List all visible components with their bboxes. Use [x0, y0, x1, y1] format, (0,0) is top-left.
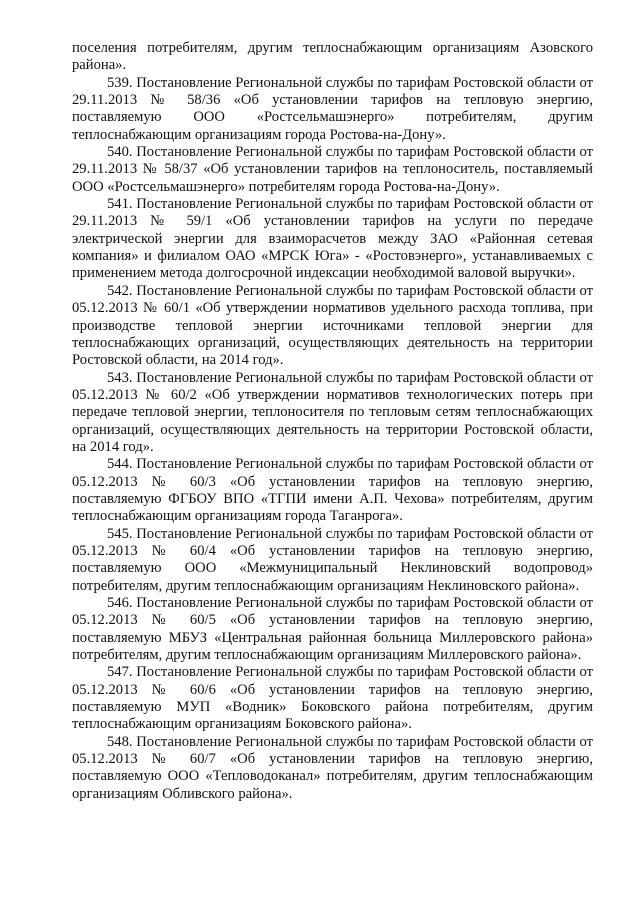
paragraph-item-544: 544. Постановление Региональной службы по тарифам Ростовской области от 05.12.2013 № 60/3 «Об установлении тарифов на тепловую энергию, поставляемую ФГБОУ ВПО «ТГПИ имени А.П. Чехова» потребителям, другим теплоснабжающим организациям города Таганрога». [72, 456, 593, 525]
document-page [72, 40, 593, 803]
paragraph-item-543: 543. Постановление Региональной службы по тарифам Ростовской области от 05.12.2013 № 60/2 «Об утверждении нормативов технологических потерь при передаче тепловой энергии, теплоносителя по тепловым сетям теплоснабжающих организаций, осуществляющих деятельность на территории Ростовской области, на 2014 год». [72, 369, 593, 455]
paragraph-item-546: 546. Постановление Региональной службы по тарифам Ростовской области от 05.12.2013 № 60/5 «Об установлении тарифов на тепловую энергию, поставляемую МБУЗ «Центральная районная больница Миллеровского района» потребителям, другим теплоснабжающим организациям Миллеровского района». [72, 595, 593, 664]
paragraph-item-542: 542. Постановление Региональной службы по тарифам Ростовской области от 05.12.2013 № 60/1 «Об утверждении нормативов удельного расхода топлива, при производстве тепловой энергии источниками тепловой энергии для теплоснабжающих организаций, осуществляющих деятельность на территории Ростовской области, на 2014 год». [72, 282, 593, 369]
paragraph-item-547: 547. Постановление Региональной службы по тарифам Ростовской области от 05.12.2013 № 60/6 «Об установлении тарифов на тепловую энергию, поставляемую МУП «Водник» Боковского района потребителям, другим теплоснабжающим организациям Боковского района». [72, 664, 593, 733]
paragraph-item-548: 548. Постановление Региональной службы по тарифам Ростовской области от 05.12.2013 № 60/7 «Об установлении тарифов на тепловую энергию, поставляемую ООО «Тепловодоканал» потребителям, другим теплоснабжающим организациям Обливского района». [72, 733, 593, 802]
paragraph-item-545: 545. Постановление Региональной службы по тарифам Ростовской области от 05.12.2013 № 60/4 «Об установлении тарифов на тепловую энергию, поставляемую ООО «Межмуниципальный Неклиновский водопровод» потребителям, другим теплоснабжающим организациям Неклиновского района». [72, 525, 593, 594]
paragraph-item-540: 540. Постановление Региональной службы по тарифам Ростовской области от 29.11.2013 № 58/37 «Об установлении тарифов на теплоноситель, поставляемый ООО «Ростсельмашэнерго» потребителям города Ростова-на-Дону». [72, 144, 593, 195]
paragraph-item-539: 539. Постановление Региональной службы по тарифам Ростовской области от 29.11.2013 № 58/36 «Об установлении тарифов на тепловую энергию, поставляемую ООО «Ростсельмашэнерго» потребителям, другим теплоснабжающим организациям города Ростова-на-Дону». [72, 74, 593, 143]
paragraph-item-541: 541. Постановление Региональной службы по тарифам Ростовской области от 29.11.2013 № 59/1 «Об установлении тарифов на услуги по передаче электрической энергии для взаиморасчетов между ЗАО «Районная сетевая компания» и филиалом ОАО «МРСК Юга» - «Ростовэнерго», устанавливаемых с применением метода долгосрочной индексации необходимой валовой выручки». [72, 196, 593, 282]
paragraph-continuation: поселения потребителям, другим теплоснабжающим организациям Азовского района». [72, 40, 593, 74]
